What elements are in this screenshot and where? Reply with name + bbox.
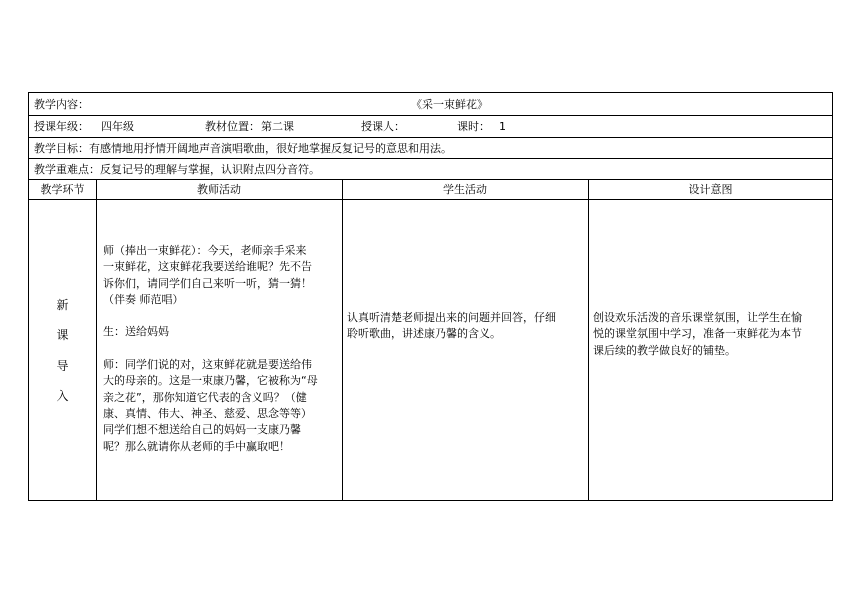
section-new-lesson-intro [29, 200, 96, 500]
position-label: 教材位置： [205, 120, 260, 133]
header-teacher: 教师活动 [197, 183, 241, 196]
section-char: 新 [56, 298, 69, 312]
teacher-line: 同学们想不想送给自己的妈妈一支康乃馨 [103, 423, 301, 437]
design-line: 悦的课堂氛围中学习，准备一束鲜花为本节 [593, 327, 802, 341]
teacher-line [103, 308, 339, 324]
activity-row [29, 200, 832, 500]
goal-text: 教学目标：有感情地用抒情开阔地声音演唱歌曲，很好地掌握反复记号的意思和用法。 [34, 142, 452, 155]
grade-value: 四年级 [101, 120, 134, 133]
teacher-line: 呢？那么就请你从老师的手中赢取吧！ [103, 439, 290, 453]
student-line: 认真听清楚老师提出来的问题并回答，仔细 [347, 311, 556, 324]
teacher-line: 诉你们，请同学们自己来听一听，猜一猜！ [103, 276, 312, 290]
focus-row [29, 159, 832, 180]
grade-label: 授课年级： [34, 120, 89, 133]
student-activity [347, 310, 585, 343]
lesson-title: 《采一束鲜花》 [411, 98, 488, 111]
hours-value: 1 [499, 120, 506, 133]
focus-text: 教学重难点：反复记号的理解与掌握，认识附点四分音符。 [34, 163, 320, 176]
section-char: 入 [56, 389, 69, 403]
header-student: 学生活动 [443, 183, 487, 196]
header-stage: 教学环节 [40, 183, 85, 196]
student-line: 聆听歌曲，讲述康乃馨的含义。 [347, 327, 501, 341]
section-char: 导 [56, 359, 69, 373]
header-row [29, 180, 832, 200]
info-row [29, 116, 832, 138]
teacher-line: 亲之花”，那你知道它代表的含义吗？（健 [103, 390, 307, 404]
teacher-line: （伴奏 师范唱） [103, 292, 184, 306]
design-line: 创设欢乐活泼的音乐课堂氛围，让学生在愉 [593, 311, 802, 324]
teacher-label: 授课人： [361, 120, 405, 133]
teacher-line: 师：同学们说的对，这束鲜花就是要送给伟 [103, 358, 312, 372]
teacher-line: 师（捧出一束鲜花）：今天，老师亲手采来 [103, 244, 307, 257]
content-row [29, 93, 832, 116]
lesson-plan-table [28, 92, 833, 501]
teacher-line: 康、真情、伟大、神圣、慈爱、思念等等） [103, 406, 312, 420]
design-line: 课后续的教学做良好的铺垫。 [593, 343, 736, 357]
teacher-line: 大的母亲的。这是一束康乃馨，它被称为“母 [103, 374, 318, 388]
teacher-line: 一束鲜花，这束鲜花我要送给谁呢？先不告 [103, 260, 312, 274]
teacher-activity [103, 243, 339, 455]
content-label: 教学内容： [34, 98, 89, 111]
teacher-line: 生：送给妈妈 [103, 325, 169, 339]
header-design: 设计意图 [688, 183, 733, 196]
hours-label: 课时： [457, 120, 490, 133]
design-intent [593, 310, 831, 359]
position-value: 第二课 [261, 120, 294, 133]
goal-row [29, 138, 832, 159]
teacher-line [103, 341, 339, 357]
section-char: 课 [56, 328, 69, 342]
